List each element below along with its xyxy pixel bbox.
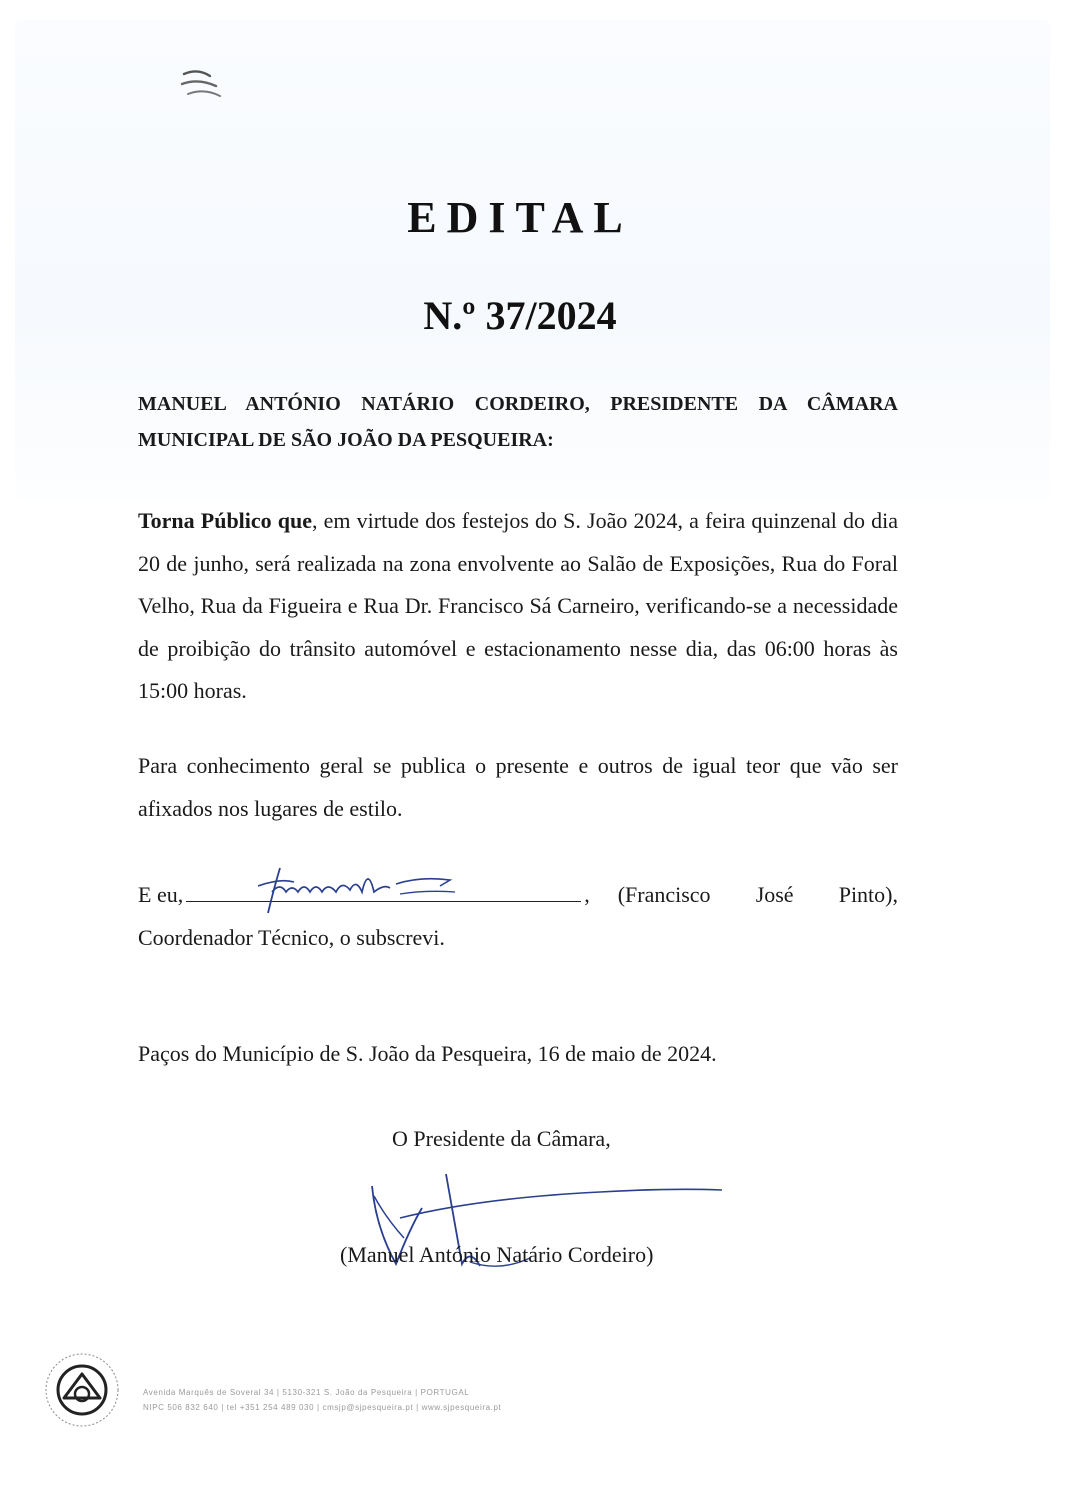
subscriber-name bbox=[618, 874, 898, 917]
footer-contact-line: NIPC 506 832 640 | tel +351 254 489 030 | cmsjp@sjpesqueira.pt | www.sjpesqueira.pt bbox=[143, 1403, 502, 1412]
president-title: O Presidente da Câmara, bbox=[392, 1126, 611, 1151]
notice-lead: Torna Público que bbox=[138, 508, 313, 533]
coordinator-role: Coordenador Técnico, o subscrevi. bbox=[138, 925, 445, 950]
issuer-heading: MANUEL ANTÓNIO NATÁRIO CORDEIRO, PRESIDENTE DA CÂMARA MUNICIPAL DE SÃO JOÃO DA PESQUEIRA: bbox=[138, 393, 898, 451]
footer-contacts bbox=[143, 1385, 501, 1415]
footer-address: Avenida Marquês de Soveral 34 | 5130-321 S. João da Pesqueira | PORTUGAL bbox=[143, 1388, 470, 1397]
signature-blank bbox=[186, 881, 581, 902]
subscriber-name-part: Pinto), bbox=[838, 882, 898, 907]
place-and-date: Paços do Município de S. João da Pesqueira, 16 de maio de 2024. bbox=[138, 1041, 717, 1066]
subscription-comma: , bbox=[584, 882, 590, 907]
notice-text: , em virtude dos festejos do S. João 2024, a feira quinzenal do dia 20 de junho, será realizada na zona envolvente ao Salão de Exposições, Rua do Foral Velho, Rua da Figueira e Rua Dr. Francisco Sá Carneiro, verificando-se a necessidade de proibição do trânsito automóvel e estacionamento nesse dia, das 06:00 horas às 15:00 horas. bbox=[138, 508, 898, 703]
document-number: N.º 37/2024 bbox=[423, 293, 617, 338]
subscriber-name-part: (Francisco bbox=[617, 882, 711, 907]
subscriber-name-part: José bbox=[755, 882, 794, 907]
president-name: (Manuel António Natário Cordeiro) bbox=[340, 1242, 654, 1267]
municipality-logo-icon bbox=[176, 66, 226, 102]
notice-paragraph bbox=[138, 500, 898, 713]
world-heritage-emblem-icon bbox=[42, 1350, 122, 1430]
subscription-prefix: E eu, bbox=[138, 882, 184, 907]
publication-paragraph: Para conhecimento geral se publica o presente e outros de igual teor que vão ser afixados nos lugares de estilo. bbox=[138, 753, 898, 821]
document-title: EDITAL bbox=[407, 193, 633, 242]
subscription-line bbox=[138, 874, 898, 917]
